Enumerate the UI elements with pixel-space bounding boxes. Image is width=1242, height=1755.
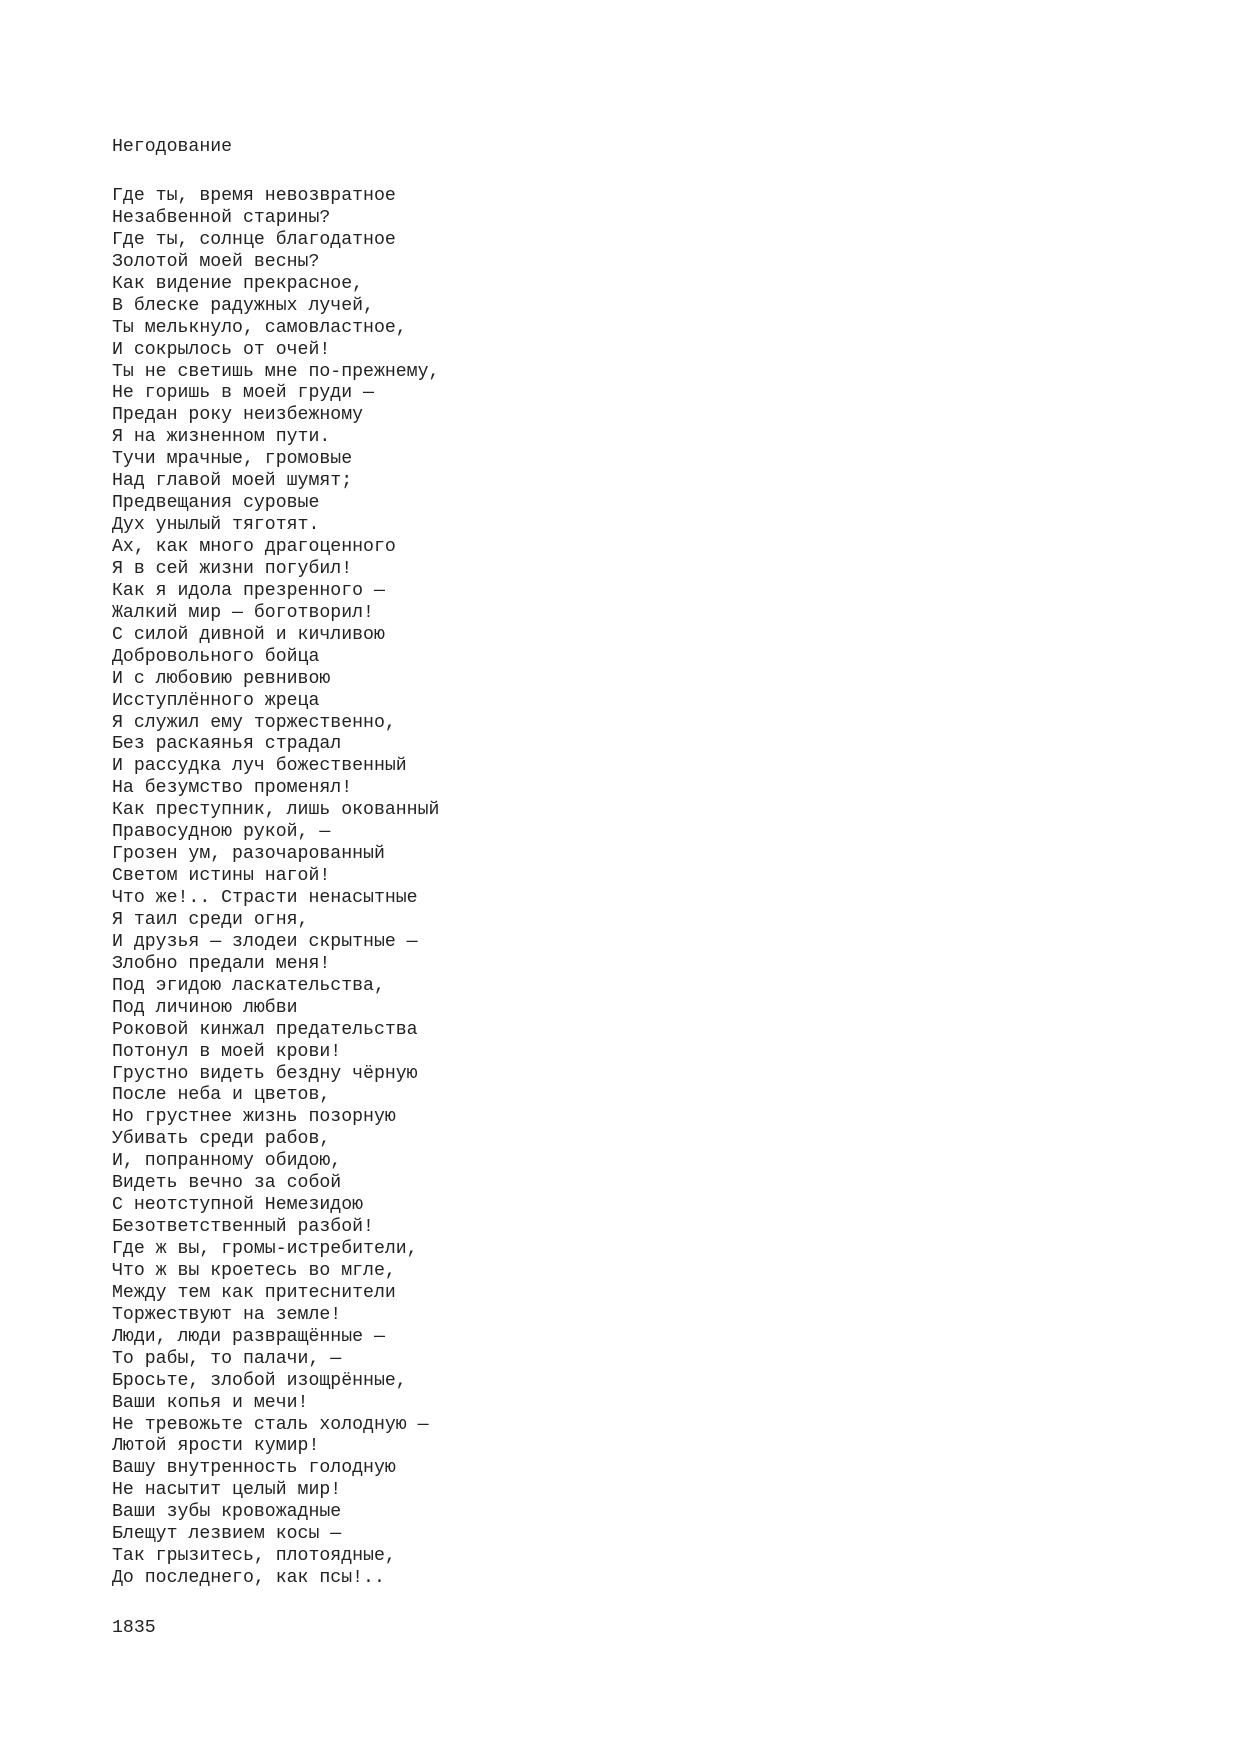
poem-line: Исступлённого жреца bbox=[112, 690, 320, 711]
poem-line: Ты не светишь мне по-прежнему, bbox=[112, 361, 440, 382]
poem-line: Я служил ему торжественно, bbox=[112, 712, 396, 733]
poem-line: Где ты, время невозвратное bbox=[112, 186, 396, 206]
poem-line: Безответственный разбой! bbox=[112, 1217, 374, 1238]
poem-line: С неотступной Немезидою bbox=[112, 1195, 364, 1216]
poem-line: Под эгидою ласкательства, bbox=[112, 975, 385, 996]
poem-line: С силой дивной и кичливою bbox=[112, 624, 385, 645]
poem-line: Предан року неизбежному bbox=[112, 405, 364, 426]
poem-line: Я таил среди огня, bbox=[112, 909, 309, 930]
poem-line: И друзья — злодеи скрытные — bbox=[112, 931, 418, 952]
poem-line: Не горишь в моей груди — bbox=[112, 383, 374, 404]
poem-line: Я на жизненном пути. bbox=[112, 427, 331, 448]
poem-line: И с любовию ревнивою bbox=[112, 668, 331, 689]
poem-line: Предвещания суровые bbox=[112, 493, 320, 514]
poem-line: Между тем как притеснители bbox=[112, 1282, 396, 1303]
poem-line: Что же!.. Страсти ненасытные bbox=[112, 888, 418, 908]
poem-line: Тучи мрачные, громовые bbox=[112, 449, 353, 470]
poem-line: Где ж вы, громы-истребители, bbox=[112, 1239, 418, 1259]
poem-line: Роковой кинжал предательства bbox=[112, 1019, 418, 1040]
poem-line: И рассудка луч божественный bbox=[112, 756, 407, 777]
poem-line: Ты мелькнуло, самовластное, bbox=[112, 317, 407, 338]
poem-line: Но грустнее жизнь позорную bbox=[112, 1107, 396, 1128]
poem-line: Грустно видеть бездну чёрную bbox=[112, 1063, 418, 1084]
poem-line: Над главой моей шумят; bbox=[112, 471, 353, 492]
poem-line: Как я идола презренного — bbox=[112, 580, 385, 601]
poem-line: Блещут лезвием косы — bbox=[112, 1524, 342, 1545]
poem-line: Добровольного бойца bbox=[112, 646, 320, 667]
poem-line: Светом истины нагой! bbox=[112, 866, 331, 887]
poem-line: Что ж вы кроетесь во мгле, bbox=[112, 1260, 396, 1281]
poem-line: Золотой моей весны? bbox=[112, 251, 320, 272]
poem-line: Видеть вечно за собой bbox=[112, 1173, 342, 1194]
poem-line: Правосудною рукой, — bbox=[112, 822, 331, 843]
poem-line: Злобно предали меня! bbox=[112, 953, 331, 974]
poem-line: Бросьте, злобой изощрённые, bbox=[112, 1370, 407, 1391]
poem-line: Без раскаянья страдал bbox=[112, 734, 342, 755]
poem-line: Как видение прекрасное, bbox=[112, 273, 364, 294]
poem-line: Вашу внутренность голодную bbox=[112, 1458, 396, 1479]
poem-line: После неба и цветов, bbox=[112, 1085, 331, 1106]
poem-line: Где ты, солнце благодатное bbox=[112, 229, 396, 250]
poem-line: Грозен ум, разочарованный bbox=[112, 844, 385, 865]
poem-line: Ваши копья и мечи! bbox=[112, 1392, 309, 1413]
poem-line: Лютой ярости кумир! bbox=[112, 1436, 320, 1457]
poem-line: Под личиною любви bbox=[112, 997, 298, 1018]
poem-title: Негодование bbox=[112, 137, 233, 157]
poem-line: До последнего, как псы!.. bbox=[112, 1568, 385, 1589]
poem-line: Ах, как много драгоценного bbox=[112, 537, 396, 557]
poem-year: 1835 bbox=[112, 1618, 156, 1638]
poem-line: Люди, люди развращённые — bbox=[112, 1326, 385, 1347]
poem-line: Потонул в моей крови! bbox=[112, 1041, 342, 1062]
poem-line: Торжествуют на земле! bbox=[112, 1304, 342, 1325]
poem-line: Ваши зубы кровожадные bbox=[112, 1502, 342, 1523]
poem-line: Как преступник, лишь окованный bbox=[112, 800, 440, 821]
poem-line: И, попранному обидою, bbox=[112, 1151, 342, 1172]
poem-body bbox=[112, 186, 439, 1590]
poem-line: Не тревожьте сталь холодную — bbox=[112, 1414, 429, 1435]
poem-line: И сокрылось от очей! bbox=[112, 339, 331, 360]
poem-line: Жалкий мир — боготворил! bbox=[112, 602, 374, 623]
poem-document bbox=[112, 136, 439, 1639]
poem-line: В блеске радужных лучей, bbox=[112, 295, 374, 316]
poem-line: Убивать среди рабов, bbox=[112, 1129, 331, 1150]
poem-line: Я в сей жизни погубил! bbox=[112, 558, 353, 579]
poem-line: Дух унылый тяготят. bbox=[112, 515, 320, 536]
poem-line: Незабвенной старины? bbox=[112, 207, 331, 228]
poem-line: То рабы, то палачи, — bbox=[112, 1348, 342, 1369]
poem-line: Так грызитесь, плотоядные, bbox=[112, 1546, 396, 1567]
poem-line: Не насытит целый мир! bbox=[112, 1480, 342, 1501]
poem-line: На безумство променял! bbox=[112, 778, 353, 799]
